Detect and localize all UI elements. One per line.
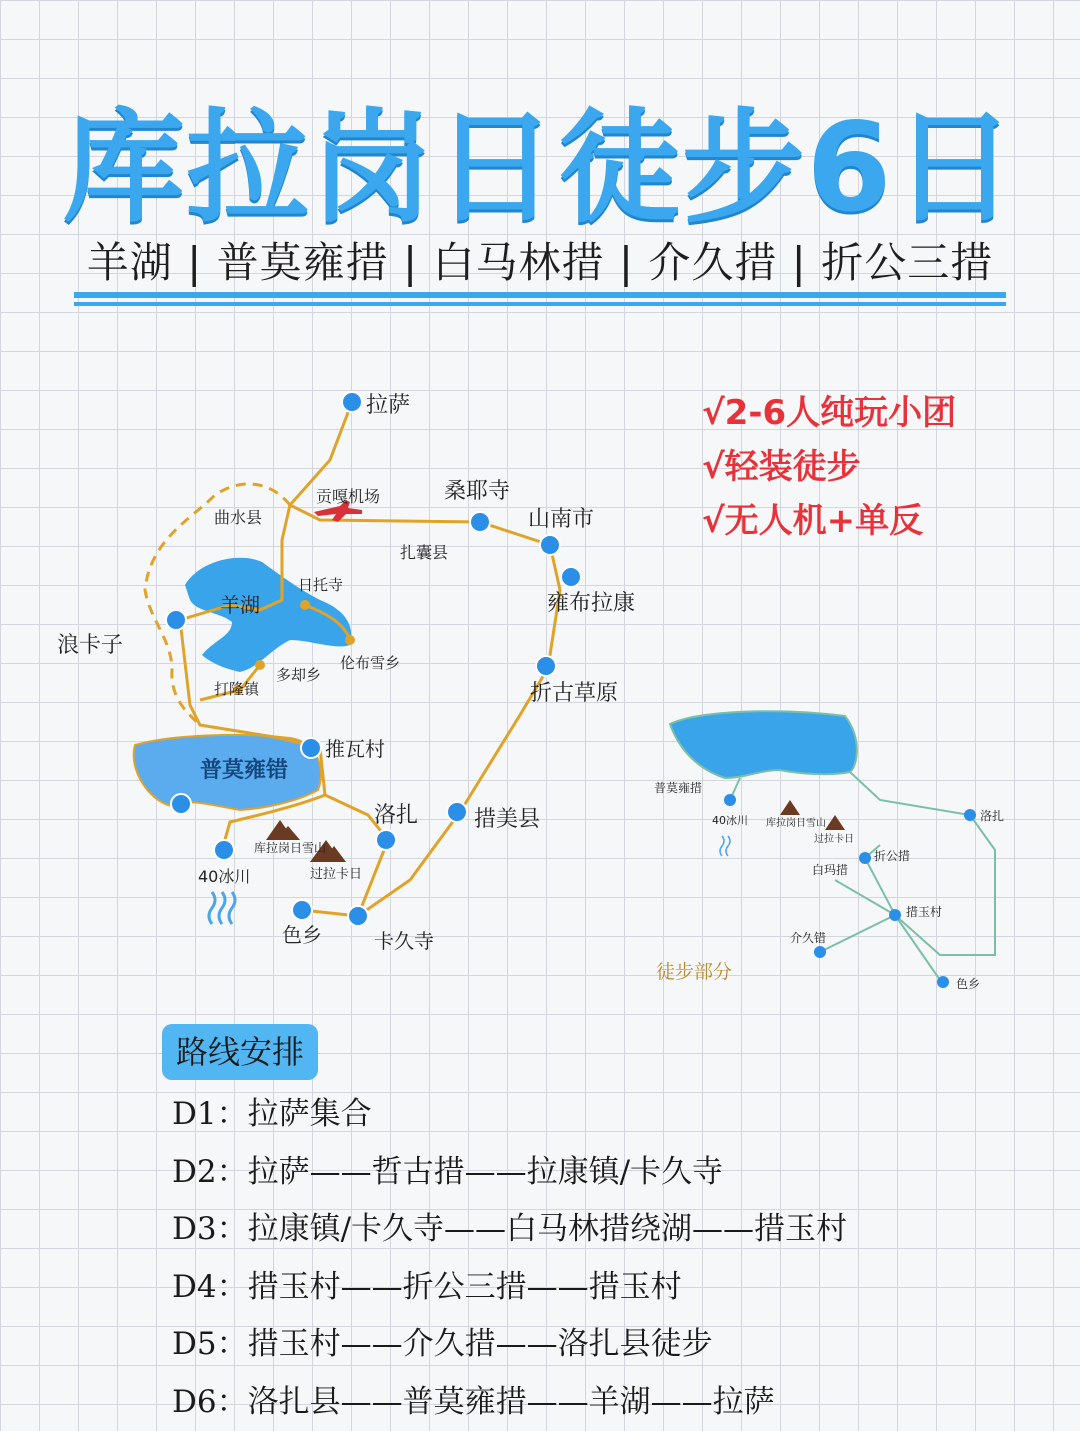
label-tuiwa: 推瓦村 [325,737,385,761]
label-kula-kangri: 库拉岗日雪山 [254,840,326,855]
page-subtitle: 羊湖 | 普莫雍措 | 白马林措 | 介久措 | 折公三措 [60,230,1020,290]
inset-hiking-map [670,711,995,988]
page-title: 库拉岗日徒步6日 [0,70,1080,245]
inset-label-puma: 普莫雍措 [654,780,702,795]
feature-item: √无人机+单反 [702,494,956,548]
label-duoque: 多却乡 [276,666,321,684]
map-point [536,656,556,676]
label-glacier: 40冰川 [198,867,250,886]
map-point [376,830,396,850]
inset-label-lhozhag: 洛扎 [980,808,1004,823]
feature-item: √轻装徒步 [702,440,956,494]
inset-label-sexiang: 色乡 [956,977,980,991]
map-point [292,900,312,920]
itinerary-list [172,1086,847,1431]
label-comai: 措美县 [474,807,540,832]
feature-item: √2-6人纯玩小团 [702,386,956,440]
label-lhozhag: 洛扎 [374,803,418,828]
label-dalong: 打隆镇 [214,680,260,698]
label-lhasa: 拉萨 [366,393,410,418]
map-point [301,738,321,758]
itinerary-day: D3：拉康镇/卡久寺——白马林措绕湖——措玉村 [172,1201,847,1259]
map-point [348,906,368,926]
label-ritu: 日托寺 [298,576,343,594]
route-section-title: 路线安排 [162,1024,318,1080]
itinerary-day: D1：拉萨集合 [172,1086,847,1144]
inset-label-hike: 徒步部分 [656,961,732,983]
map-point [171,794,191,814]
label-shannan: 山南市 [528,507,594,532]
inset-label-zhegong: 折公措 [874,848,910,863]
label-kajiu: 卡久寺 [374,929,434,953]
inset-label-kula: 库拉岗日雪山 [766,816,826,829]
map-point [470,512,490,532]
label-langkazi: 浪卡子 [57,633,123,658]
map-point [214,840,234,860]
glacier-icon [209,892,235,924]
label-yongbulakang: 雍布拉康 [547,591,635,616]
label-zhanang: 扎囊县 [400,543,448,562]
inset-lake [670,711,857,778]
inset-label-glacier: 40冰川 [712,813,748,827]
label-samye: 桑耶寺 [444,479,510,504]
map-point [447,802,467,822]
label-sexiang: 色乡 [282,923,322,947]
inset-label-guolakari: 过拉卡日 [814,832,854,845]
itinerary-day: D4：措玉村——折公三措——措玉村 [172,1259,847,1317]
map-point [166,610,186,630]
mountain-icon [266,820,300,840]
inset-label-cuoyu: 措玉村 [906,904,942,919]
feature-list [702,386,956,548]
map-point [342,392,362,412]
label-guolakari: 过拉卡日 [310,866,362,882]
label-airport: 贡嘎机场 [316,487,380,506]
itinerary-day: D6：洛扎县——普莫雍措——羊湖——拉萨 [172,1374,847,1431]
label-qushui: 曲水县 [214,508,262,527]
itinerary-day: D2：拉萨——哲古措——拉康镇/卡久寺 [172,1144,847,1202]
label-puma-yumco: 普莫雍错 [200,757,288,783]
label-yamdrok: 羊湖 [220,593,260,617]
itinerary-day: D5：措玉村——介久措——洛扎县徒步 [172,1316,847,1374]
label-lunbuxue: 伦布雪乡 [340,654,400,672]
inset-label-baima: 白玛措 [812,862,848,877]
label-zhegu: 折古草原 [530,681,618,706]
map-point [540,535,560,555]
inset-label-jiejiu: 介久错 [790,930,826,945]
map-point [561,567,581,587]
